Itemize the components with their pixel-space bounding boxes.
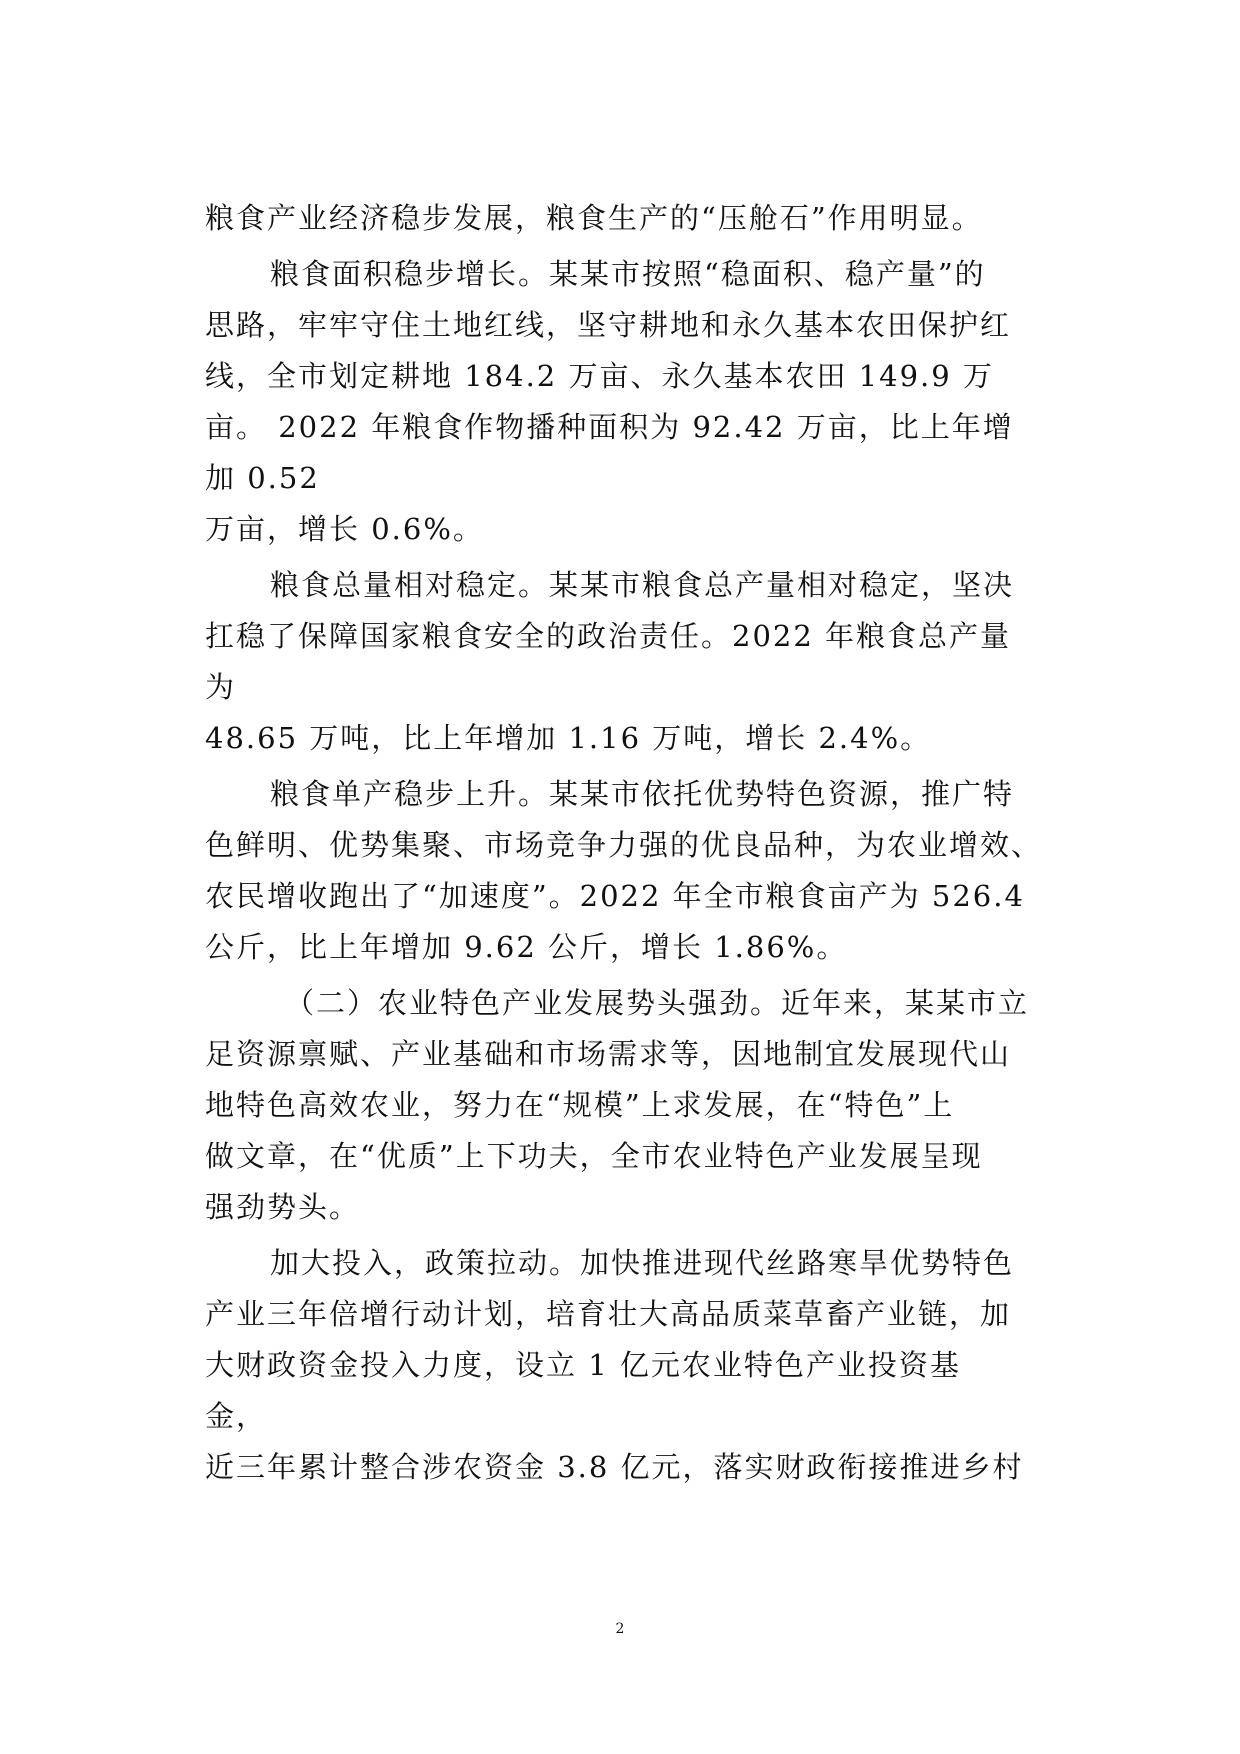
text-line-1: 粮食产业经济稳步发展，粮食生产的“压舱石”作用明显。 bbox=[205, 201, 983, 235]
text-line-12: 粮食单产稳步上升。某某市依托优势特色资源，推广特 bbox=[270, 777, 1015, 811]
text-line-2: 粮食面积稳步增长。某某市按照“稳面积、稳产量”的 bbox=[270, 257, 986, 291]
text-line-25: 近三年累计整合涉农资金 3.8 亿元，落实财政衔接推进乡村 bbox=[205, 1450, 1024, 1484]
text-line-22: 产业三年倍增行动计划，培育壮大高品质菜草畜产业链，加 bbox=[205, 1297, 1012, 1331]
text-line-3: 思路，牢牢守住土地红线，坚守耕地和永久基本农田保护红 bbox=[205, 308, 1012, 342]
text-line-5: 亩。 2022 年粮食作物播种面积为 92.42 万亩，比上年增 bbox=[205, 410, 1014, 444]
text-line-24: 金， bbox=[205, 1399, 268, 1433]
text-line-21: 加大投入，政策拉动。加快推进现代丝路寒旱优势特色 bbox=[270, 1246, 1015, 1280]
text-line-20: 强劲势头。 bbox=[205, 1190, 361, 1224]
text-line-11: 48.65 万吨，比上年增加 1.16 万吨，增长 2.4%。 bbox=[205, 721, 932, 755]
text-line-4: 线，全市划定耕地 184.2 万亩、永久基本农田 149.9 万 bbox=[205, 359, 994, 393]
text-line-18: 地特色高效农业，努力在“规模”上求发展，在“特色”上 bbox=[205, 1088, 955, 1122]
text-line-8: 粮食总量相对稳定。某某市粮食总产量相对稳定，坚决 bbox=[270, 568, 1015, 602]
page-number: 2 bbox=[615, 1621, 625, 1637]
text-line-14: 农民增收跑出了“加速度”。2022 年全市粮食亩产为 526.4 bbox=[205, 879, 1025, 913]
text-line-13: 色鲜明、优势集聚、市场竞争力强的优良品种，为农业增效、 bbox=[205, 828, 1043, 862]
text-line-6: 加 0.52 bbox=[205, 461, 320, 495]
text-line-15: 公斤，比上年增加 9.62 公斤，增长 1.86%。 bbox=[205, 930, 848, 964]
text-line-17: 足资源禀赋、产业基础和市场需求等，因地制宜发展现代山 bbox=[205, 1037, 1012, 1071]
text-line-9: 扛稳了保障国家粮食安全的政治责任。2022 年粮食总产量 bbox=[205, 619, 1012, 653]
text-line-10: 为 bbox=[205, 670, 237, 704]
text-line-7: 万亩，增长 0.6%。 bbox=[205, 512, 484, 546]
section-heading-2: （二）农业特色产业发展势头强劲。近年来，某某市立 bbox=[285, 986, 1030, 1020]
text-line-19: 做文章，在“优质”上下功夫，全市农业特色产业发展呈现 bbox=[205, 1139, 983, 1173]
text-line-23: 大财政资金投入力度，设立 1 亿元农业特色产业投资基 bbox=[205, 1348, 961, 1382]
